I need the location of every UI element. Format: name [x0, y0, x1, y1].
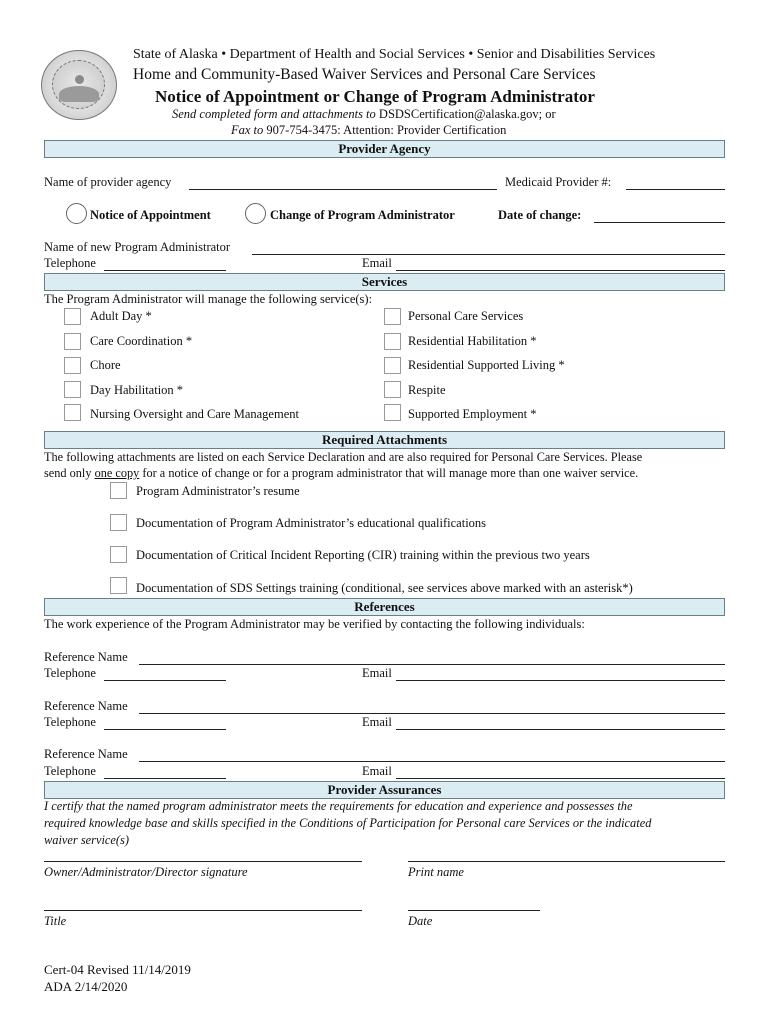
- reference-2-telephone-label: Telephone: [44, 715, 96, 729]
- send-email-link[interactable]: DSDSCertification@alaska.gov; or: [378, 107, 556, 121]
- service-label: Care Coordination *: [90, 334, 193, 348]
- checkbox-supported-employment[interactable]: [384, 404, 401, 421]
- date-field[interactable]: [408, 910, 540, 911]
- service-label: Chore: [90, 358, 121, 372]
- checkbox-resume[interactable]: [110, 482, 127, 499]
- section-references: References: [44, 598, 725, 616]
- medicaid-provider-field[interactable]: [626, 189, 725, 190]
- fax-instructions: [231, 123, 506, 138]
- reference-2-name-label: Reference Name: [44, 699, 128, 713]
- form-title: Notice of Appointment or Change of Program Administrator: [155, 87, 595, 106]
- signature-field[interactable]: [44, 861, 362, 862]
- service-label: Personal Care Services: [408, 309, 524, 323]
- reference-3-telephone-field[interactable]: [104, 778, 226, 779]
- ada-note: ADA 2/14/2020: [44, 979, 128, 994]
- admin-email-label: Email: [362, 256, 392, 270]
- agency-name-label: Name of provider agency: [44, 175, 172, 189]
- reference-2-name-field[interactable]: [139, 713, 725, 714]
- references-intro: The work experience of the Program Administrator may be verified by contacting the following individuals:: [44, 617, 585, 631]
- intro-text: send only: [44, 466, 92, 480]
- section-services: Services: [44, 273, 725, 291]
- section-provider-assurances: Provider Assurances: [44, 781, 725, 799]
- service-label: Day Habilitation *: [90, 383, 184, 397]
- reference-3-name-field[interactable]: [139, 761, 725, 762]
- send-instructions: [172, 107, 556, 122]
- reference-1-email-label: Email: [362, 666, 392, 680]
- checkbox-personal-care[interactable]: [384, 308, 401, 325]
- radio-change-of-administrator[interactable]: [245, 203, 266, 224]
- intro-underlined-text: one copy: [94, 466, 140, 480]
- new-admin-label: Name of new Program Administrator: [44, 240, 231, 254]
- attachment-label: Documentation of SDS Settings training (conditional, see services above marked with an asterisk*): [136, 581, 633, 595]
- fax-attention: Attention: Provider Certification: [343, 123, 507, 137]
- intro-text: for a notice of change or for a program administrator that will manage more than one waiver service.: [142, 466, 639, 480]
- title-field[interactable]: [44, 910, 362, 911]
- checkbox-residential-supported-living[interactable]: [384, 357, 401, 374]
- reference-2-telephone-field[interactable]: [104, 729, 226, 730]
- header-agency-line: State of Alaska • Department of Health and Social Services • Senior and Disabilities Services: [133, 47, 656, 62]
- reference-1-name-label: Reference Name: [44, 650, 128, 664]
- checkbox-adult-day[interactable]: [64, 308, 81, 325]
- title-label: Title: [44, 914, 67, 928]
- seal-sun-icon: [75, 75, 84, 84]
- date-label: Date: [408, 914, 433, 928]
- fax-prefix: Fax to: [231, 123, 264, 137]
- header-program-line: Home and Community-Based Waiver Services and Personal Care Services: [133, 66, 596, 83]
- radio-change-label: Change of Program Administrator: [270, 208, 455, 222]
- service-label: Adult Day *: [90, 309, 152, 323]
- revision-note: Cert-04 Revised 11/14/2019: [44, 962, 191, 977]
- reference-3-email-label: Email: [362, 764, 392, 778]
- agency-name-field[interactable]: [189, 189, 497, 190]
- services-intro: The Program Administrator will manage the following service(s):: [44, 292, 373, 306]
- reference-1-name-field[interactable]: [139, 664, 725, 665]
- reference-3-email-field[interactable]: [396, 778, 725, 779]
- reference-2-email-label: Email: [362, 715, 392, 729]
- print-name-field[interactable]: [408, 861, 725, 862]
- radio-notice-label: Notice of Appointment: [90, 208, 211, 222]
- checkbox-chore[interactable]: [64, 357, 81, 374]
- new-admin-field[interactable]: [252, 254, 725, 255]
- admin-email-field[interactable]: [396, 270, 725, 271]
- attachments-intro-2: [44, 466, 638, 481]
- reference-3-telephone-label: Telephone: [44, 764, 96, 778]
- checkbox-cir-training[interactable]: [110, 546, 127, 563]
- admin-telephone-label: Telephone: [44, 256, 96, 270]
- fax-number: 907-754-3475:: [266, 123, 341, 137]
- assurance-text-1: I certify that the named program administrator meets the requirements for education and experience and possesses the: [44, 799, 633, 813]
- service-label: Residential Habilitation *: [408, 334, 537, 348]
- reference-1-telephone-field[interactable]: [104, 680, 226, 681]
- state-seal-logo: [41, 50, 117, 120]
- print-name-label: Print name: [408, 865, 464, 879]
- attachment-label: Documentation of Program Administrator’s educational qualifications: [136, 516, 487, 530]
- radio-notice-of-appointment[interactable]: [66, 203, 87, 224]
- reference-1-telephone-label: Telephone: [44, 666, 96, 680]
- reference-3-name-label: Reference Name: [44, 747, 128, 761]
- checkbox-care-coordination[interactable]: [64, 333, 81, 350]
- checkbox-respite[interactable]: [384, 381, 401, 398]
- section-required-attachments: Required Attachments: [44, 431, 725, 449]
- seal-emblem-icon: [52, 60, 105, 109]
- attachment-label: Program Administrator’s resume: [136, 484, 300, 498]
- assurance-text-2: required knowledge base and skills specified in the Conditions of Participation for Personal care Services or the indicated: [44, 816, 652, 830]
- service-label: Residential Supported Living *: [408, 358, 565, 372]
- section-provider-agency: Provider Agency: [44, 140, 725, 158]
- date-of-change-label: Date of change:: [498, 208, 582, 222]
- checkbox-sds-settings-training[interactable]: [110, 577, 127, 594]
- signature-label: Owner/Administrator/Director signature: [44, 865, 248, 879]
- medicaid-provider-label: Medicaid Provider #:: [505, 175, 612, 189]
- date-of-change-field[interactable]: [594, 222, 725, 223]
- attachment-label: Documentation of Critical Incident Reporting (CIR) training within the previous two years: [136, 548, 590, 562]
- reference-2-email-field[interactable]: [396, 729, 725, 730]
- admin-telephone-field[interactable]: [104, 270, 226, 271]
- checkbox-residential-habilitation[interactable]: [384, 333, 401, 350]
- checkbox-educational-qualifications[interactable]: [110, 514, 127, 531]
- service-label: Nursing Oversight and Care Management: [90, 407, 299, 421]
- reference-1-email-field[interactable]: [396, 680, 725, 681]
- seal-landscape-icon: [59, 86, 99, 102]
- checkbox-day-habilitation[interactable]: [64, 381, 81, 398]
- assurance-text-3: waiver service(s): [44, 833, 129, 847]
- service-label: Supported Employment *: [408, 407, 537, 421]
- attachments-intro-1: The following attachments are listed on each Service Declaration and are also required for Personal Care Services. Please: [44, 450, 643, 464]
- service-label: Respite: [408, 383, 446, 397]
- send-prefix: Send completed form and attachments to: [172, 107, 376, 121]
- checkbox-nursing-oversight[interactable]: [64, 404, 81, 421]
